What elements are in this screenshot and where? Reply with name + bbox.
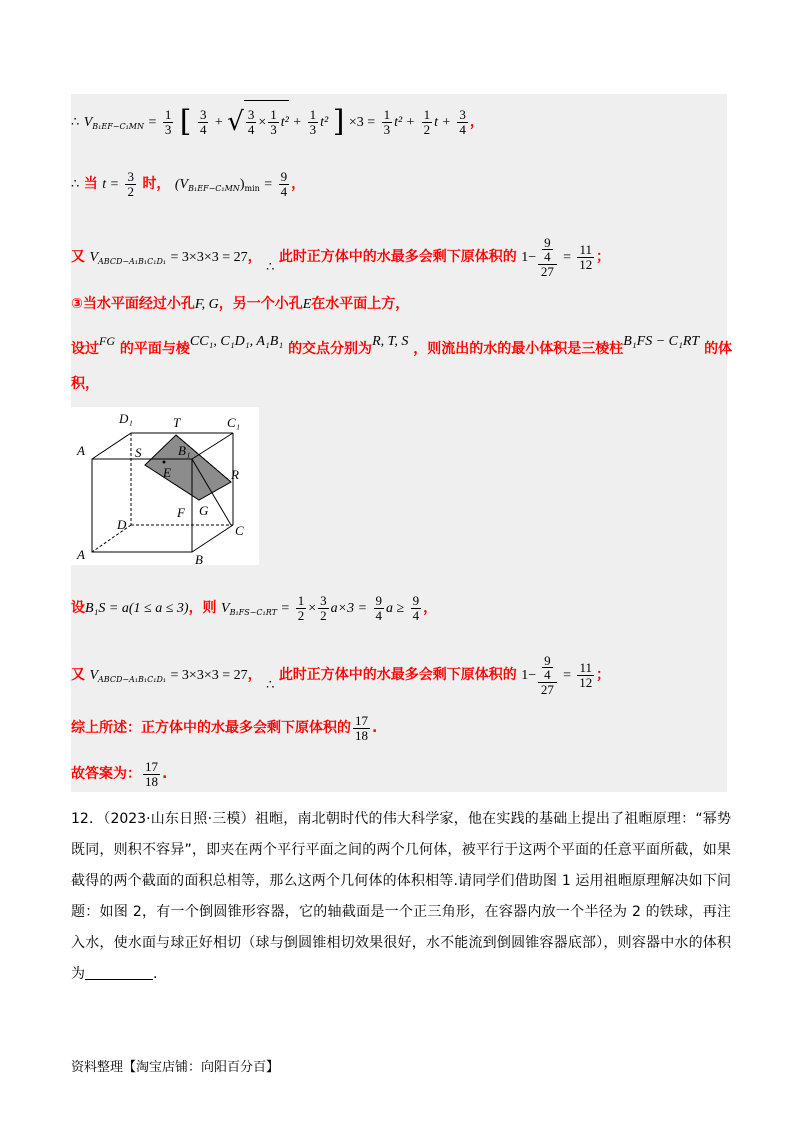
- period: .: [372, 720, 378, 736]
- fraction: $\frac{9}{4}$: [280, 168, 288, 199]
- fraction: $\frac{3}{4}$: [247, 106, 255, 137]
- problem-12: [71, 804, 731, 990]
- remaining-water-line-2: [71, 640, 610, 710]
- label-t: T: [173, 415, 181, 430]
- one-minus: 1−: [521, 250, 537, 265]
- you-text: 又: [71, 249, 85, 265]
- comma: ，: [247, 667, 262, 683]
- fraction: $\frac{17}{18}$: [355, 712, 368, 743]
- answer-line: [71, 754, 167, 794]
- text: 设过: [71, 341, 99, 357]
- comma: ，: [291, 176, 306, 192]
- plane-intersection-line: [71, 326, 732, 356]
- equals: =: [148, 115, 157, 130]
- edges: CC₁, C₁D₁, A₁B₁: [189, 334, 284, 349]
- points-fg: F, G: [194, 297, 219, 312]
- cube-volume: = 3×3×3 = 27: [170, 250, 248, 265]
- text: ，则流出的水的最小体积是三棱柱: [413, 341, 624, 357]
- fraction: $\frac{3}{2}$: [320, 592, 327, 623]
- answer-blank[interactable]: [85, 965, 153, 980]
- text: 的平面与棱: [119, 341, 190, 357]
- right-bracket: ]: [332, 104, 345, 139]
- t-squared: t² +: [394, 115, 416, 130]
- problem-text: 12．（2023·山东日照·三模）祖暅，南北朝时代的伟大科学家，他在实践的基础上提出了祖暅原理：“幂势既同，则积不容异”，即夹在两个平行平面之间的两个几何体，被平行于这两个平面的任意平面所截，如果截得的两个截面的面积总相等，那么这两个几何体的体积相等.请同学们借助图 1 运用祖暅原理解决如下问题：如图 2，有一个倒圆锥形容器，它的轴截面是一个正三角形，在容器内放一个半径为 2 的铁球，再注入水，使水面与球正好相切（球与倒圆锥相切效果很好，水不能流到倒圆锥容器底部），则容器中水的体积为: [71, 811, 731, 982]
- fraction: $\frac{1}{3}$: [270, 106, 277, 137]
- edge-aa1: [92, 433, 131, 459]
- case-text: ，另一个小孔: [218, 296, 303, 312]
- label-g: G: [199, 503, 209, 518]
- text: 的交点分别为: [288, 341, 373, 357]
- sqrt-content: [244, 100, 289, 143]
- label-b1: B₁: [178, 443, 191, 458]
- cube-figure: [71, 407, 259, 565]
- semicolon: ；: [596, 667, 611, 683]
- continuation-line: [71, 372, 99, 396]
- label-c1: C₁: [227, 415, 241, 430]
- solution-panel: [71, 94, 733, 792]
- case-text: ③当水平面经过小孔: [71, 296, 195, 312]
- edge-b1c1: [192, 433, 233, 459]
- fraction: $\frac{11}{12}$: [579, 659, 593, 690]
- edge-bc: [192, 525, 233, 552]
- points-rts: R, T, S: [372, 334, 409, 349]
- plus: +: [214, 115, 223, 130]
- cube-diagram: [71, 407, 259, 565]
- fraction: $\frac{9}{4}$: [412, 592, 420, 623]
- comma: ，: [423, 600, 438, 616]
- fraction: $\frac{1}{3}$: [309, 106, 317, 137]
- fraction: $\frac{9}{4}$: [544, 234, 551, 265]
- close-paren: ): [239, 177, 245, 192]
- minimum-line: [71, 164, 305, 204]
- remaining-text: 此时正方体中的水最多会剩下原体积的: [278, 667, 517, 683]
- when-text: 当: [83, 176, 98, 192]
- fraction: $\frac{1}{2}$: [297, 592, 305, 623]
- equals: =: [281, 601, 290, 616]
- one-minus: 1−: [521, 668, 537, 683]
- equals: =: [563, 668, 572, 683]
- t-equals: t =: [102, 177, 120, 192]
- label-f: F: [177, 505, 185, 520]
- text: 的体: [704, 341, 733, 357]
- v-subscript: B₁FS−C₁RT: [229, 608, 277, 617]
- label-e: E: [163, 465, 171, 480]
- fraction: $\frac{9}{4}$: [544, 652, 551, 683]
- when-suffix: 时，: [142, 176, 171, 192]
- t-squared: t²: [280, 115, 289, 130]
- you-text: 又: [71, 667, 85, 683]
- a-ge: a ≥: [386, 601, 405, 616]
- v-label: V: [221, 601, 230, 616]
- prism-volume-line: [71, 588, 437, 628]
- point-e: E: [302, 297, 312, 312]
- compound-fraction: $\frac{\frac{9}{4}}{27}$: [538, 654, 557, 697]
- text: 积，: [71, 376, 99, 392]
- compound-fraction: $\frac{\frac{9}{4}}{27}$: [538, 236, 557, 279]
- summary-line: [71, 708, 377, 748]
- volume-formula-line: [71, 100, 484, 140]
- fraction: $\frac{1}{3}$: [164, 106, 172, 137]
- therefore-symbol: ∴: [71, 177, 80, 192]
- summary-text: 综上所述：正方体中的水最多会剩下原体积的: [71, 720, 351, 736]
- case-three-line: [71, 292, 409, 316]
- fraction: $\frac{1}{2}$: [423, 106, 431, 137]
- label-r: R: [231, 467, 239, 482]
- v-subscript: ABCD−A₁B₁C₁D₁: [98, 675, 167, 684]
- times: ×: [258, 115, 267, 130]
- plus: +: [293, 115, 302, 130]
- compound-numerator: [538, 654, 557, 683]
- label-a: A: [77, 547, 85, 562]
- fraction: $\frac{3}{2}$: [127, 168, 134, 199]
- semicolon: ；: [596, 249, 611, 265]
- fraction: $\frac{17}{18}$: [145, 758, 158, 789]
- v-subscript: B₁EF−C₁MN: [92, 122, 144, 131]
- label-a1: A: [77, 443, 85, 458]
- comma: ，: [247, 249, 262, 265]
- cube-volume: = 3×3×3 = 27: [170, 668, 248, 683]
- v-label: V: [83, 115, 93, 130]
- label-b: B: [195, 552, 203, 565]
- then-text: ，则: [188, 600, 217, 616]
- a-times-three: a×3 =: [330, 601, 368, 616]
- v-subscript: B₁EF−C₁MN: [188, 184, 240, 193]
- label-c: C: [235, 523, 244, 538]
- remaining-text: 此时正方体中的水最多会剩下原体积的: [278, 249, 517, 265]
- v-label: V: [89, 250, 99, 265]
- remaining-water-line-1: [71, 222, 610, 292]
- prism-name: B₁FS − C₁RT: [623, 334, 700, 349]
- min-subscript: min: [244, 184, 260, 193]
- times-three: ×3 =: [348, 115, 376, 130]
- t-squared: t²: [320, 115, 329, 130]
- t-term: t +: [434, 115, 451, 130]
- case-text: 在水平面上方，: [311, 296, 410, 312]
- v-subscript: ABCD−A₁B₁C₁D₁: [98, 257, 167, 266]
- fraction: $\frac{11}{12}$: [579, 241, 593, 272]
- fraction: $\frac{9}{4}$: [375, 592, 383, 623]
- times: ×: [308, 601, 317, 616]
- period: .: [162, 766, 168, 782]
- compound-numerator: [538, 236, 557, 265]
- equals: =: [563, 250, 572, 265]
- label-d1: D₁: [119, 411, 133, 426]
- footer-credit: 资料整理【淘宝店铺：向阳百分百】: [71, 1060, 280, 1075]
- b1s-condition: B₁S = a(1 ≤ a ≤ 3): [85, 601, 189, 616]
- therefore-symbol: ∴: [266, 678, 275, 693]
- equals: =: [264, 177, 273, 192]
- label-d: D: [117, 517, 127, 532]
- answer-text: 故答案为：: [71, 766, 141, 782]
- fraction: $\frac{3}{4}$: [459, 106, 466, 137]
- label-s: S: [135, 445, 142, 460]
- fraction: $\frac{1}{3}$: [383, 106, 391, 137]
- v-label: (V: [174, 177, 189, 192]
- v-label: V: [89, 668, 99, 683]
- period: .: [153, 966, 158, 982]
- let-text: 设: [71, 600, 85, 616]
- segment-fg: FG: [99, 334, 115, 348]
- left-bracket: [: [179, 104, 192, 139]
- therefore-symbol: ∴: [266, 260, 275, 275]
- comma: ，: [469, 114, 484, 130]
- therefore-symbol: ∴: [71, 115, 80, 130]
- sqrt-symbol: √: [227, 107, 244, 137]
- point-e-dot: [163, 461, 166, 464]
- fraction: $\frac{3}{4}$: [199, 106, 207, 137]
